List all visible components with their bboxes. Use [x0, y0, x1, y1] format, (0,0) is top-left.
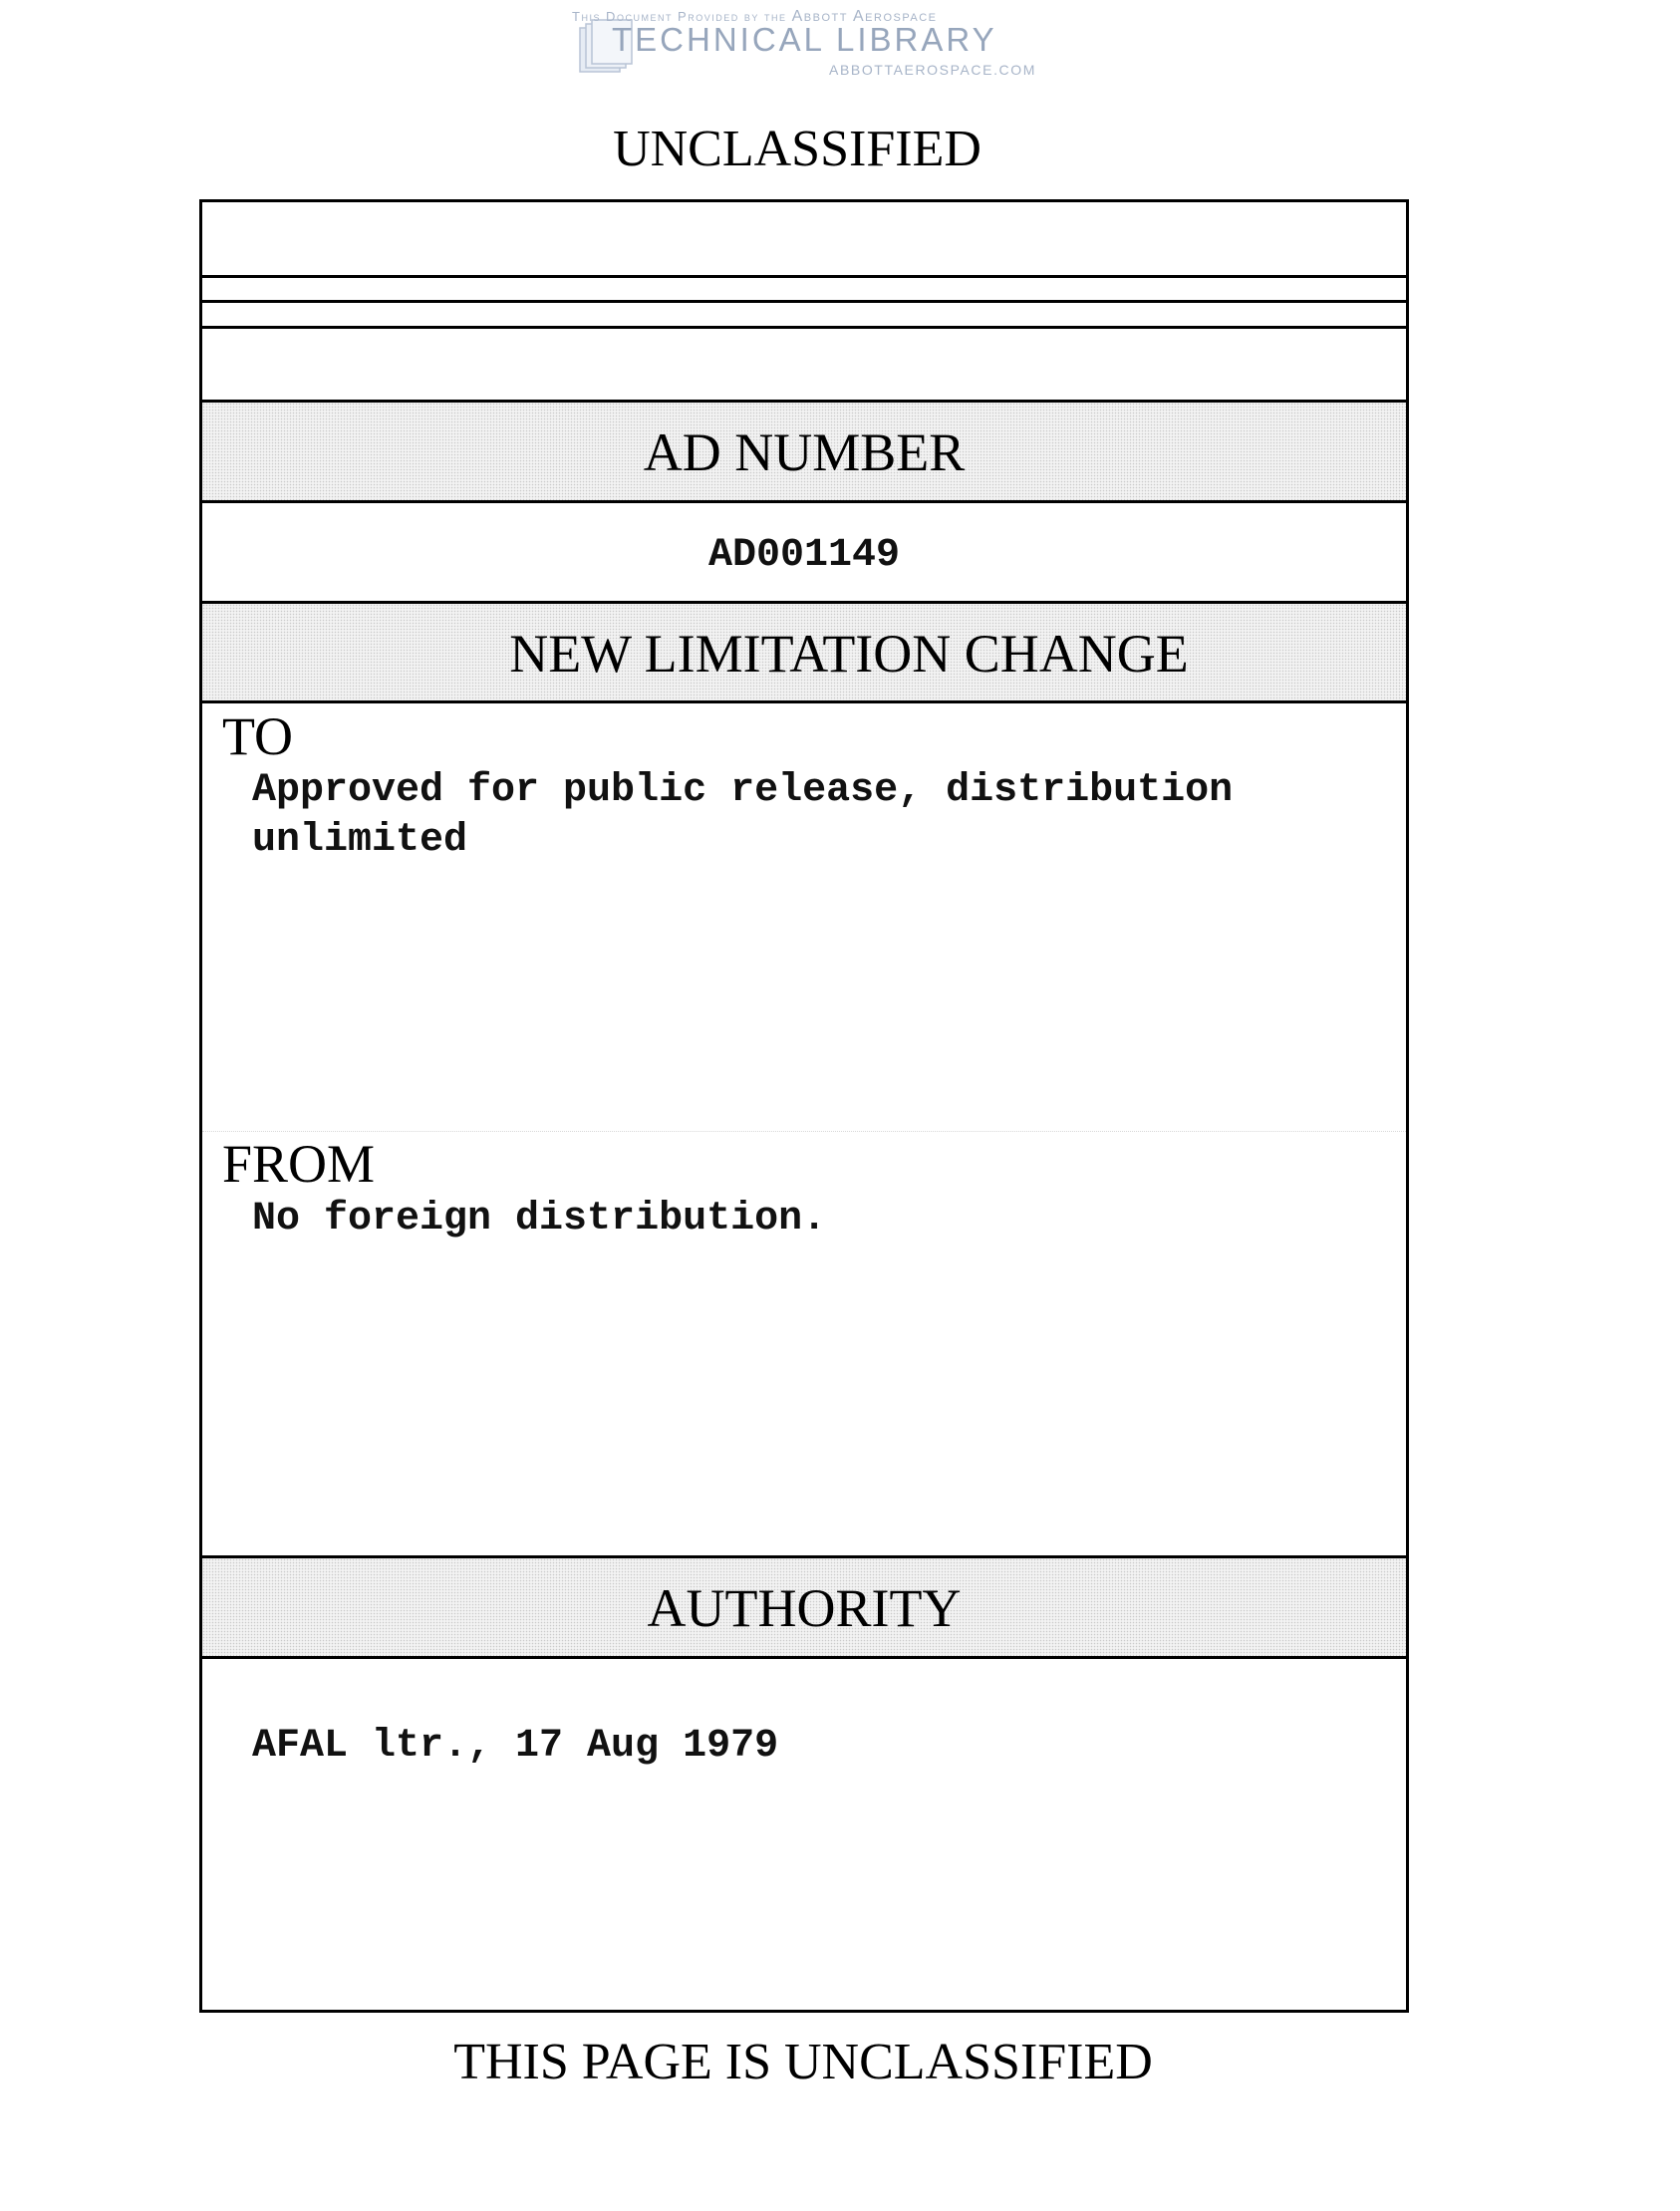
rule-above-authority — [202, 1555, 1406, 1558]
to-text: Approved for public release, distribution unlimited — [252, 768, 1234, 863]
page-classification-footer: THIS PAGE IS UNCLASSIFIED — [453, 2034, 1153, 2090]
top-classification: UNCLASSIFIED — [613, 121, 981, 177]
watermark-url: ABBOTTAEROSPACE.COM — [829, 62, 1037, 78]
from-text: No foreign distribution. — [252, 1197, 827, 1242]
from-label: FROM — [222, 1134, 376, 1194]
top-rule-3 — [202, 326, 1406, 329]
rule-above-ad-number — [202, 400, 1406, 403]
limitation-change-band — [202, 604, 1406, 700]
abbott-watermark — [558, 6, 1096, 76]
limitation-change-heading: NEW LIMITATION CHANGE — [509, 624, 1189, 684]
rule-below-ad-number — [202, 500, 1406, 503]
limitation-change-form — [199, 199, 1409, 2013]
top-rule-2 — [202, 300, 1406, 303]
watermark-library-title: TECHNICAL LIBRARY — [612, 21, 997, 58]
to-label: TO — [222, 706, 294, 766]
ad-number-value: AD001149 — [707, 533, 901, 578]
watermark-prefix: This Document Provided by the — [572, 9, 787, 24]
authority-heading: AUTHORITY — [647, 1578, 962, 1638]
rule-below-authority — [202, 1656, 1406, 1659]
ad-number-band — [202, 403, 1406, 501]
authority-band — [202, 1558, 1406, 1657]
authority-text: AFAL ltr., 17 Aug 1979 — [252, 1724, 779, 1769]
rule-above-limitation — [202, 601, 1406, 604]
top-rule-1 — [202, 275, 1406, 278]
to-from-divider — [202, 1131, 1406, 1132]
rule-below-limitation — [202, 700, 1406, 703]
ad-number-heading: AD NUMBER — [643, 422, 966, 482]
watermark-brand: Abbott Aerospace — [791, 8, 938, 25]
